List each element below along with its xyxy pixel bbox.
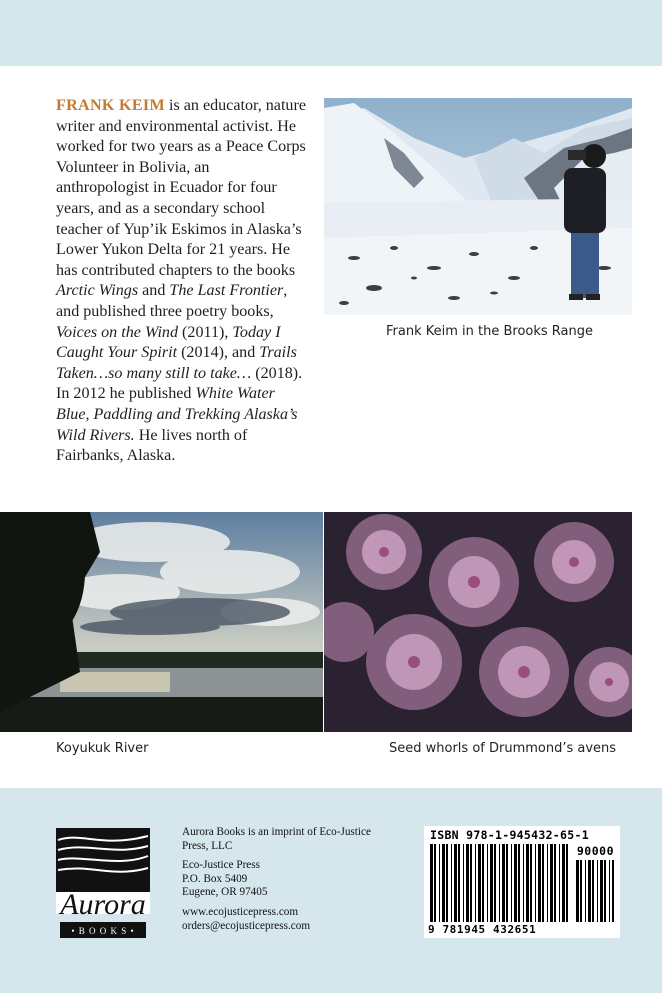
author-name: FRANK KEIM (56, 97, 165, 114)
barcode-bar (604, 860, 606, 922)
barcode-bar (506, 844, 508, 922)
book-title: White Water Blue, Paddling and Trekking Alaska’s Wild Rivers. (56, 385, 298, 444)
koyukuk-river-photo (0, 512, 323, 732)
website-link[interactable]: www.ecojusticepress.com (182, 905, 299, 918)
barcode-bar (458, 844, 460, 922)
barcode-bar (550, 844, 553, 922)
bio-text: , and published three poetry books, (56, 282, 288, 320)
barcode-bar (592, 860, 594, 922)
barcode-bar (463, 844, 464, 922)
avens-photo (324, 512, 632, 732)
brooks-range-caption: Frank Keim in the Brooks Range (386, 324, 593, 339)
bio-text: (2011), (178, 323, 233, 341)
bio-text: is an educator, nature writer and environmental activist. He worked for two years as a Peace Corps Volunteer in Bolivia, an anthropologist in Ecuador for four years, and as a secondary school teacher of Yup’ik Eskimos in Alaska’s Lower Yukon Delta for 21 years. He has contributed chapters to the books (56, 97, 306, 279)
barcode-bar (430, 844, 433, 922)
barcode-bar (535, 844, 536, 922)
barcode-bar (562, 844, 565, 922)
logo-books-text: • B O O K S • (71, 926, 135, 936)
email-link[interactable]: orders@ecojusticepress.com (182, 919, 311, 932)
barcode-bar (576, 860, 579, 922)
barcode-bar (597, 860, 598, 922)
isbn-label: ISBN 978-1-945432-65-1 (430, 828, 589, 842)
address-box: P.O. Box 5409 (182, 872, 248, 885)
barcode-digits: 9 781945 432651 (428, 923, 537, 936)
barcode-bar (502, 844, 505, 922)
book-title: Today I Caught Your Spirit (56, 323, 281, 362)
barcode-bar (442, 844, 445, 922)
barcode-bar (466, 844, 469, 922)
imprint-line: Aurora Books is an imprint of Eco-Justice Press, LLC (182, 826, 371, 852)
barcode-bar (538, 844, 541, 922)
book-title: Trails Taken…so many still to take… (56, 344, 297, 382)
address-city: Eugene, OR 97405 (182, 886, 268, 899)
brooks-range-photo (324, 98, 632, 315)
barcode-bar (454, 844, 457, 922)
logo-wordmark: Aurora (60, 888, 146, 921)
barcode-bar (499, 844, 500, 922)
bio-text: (2014), and (177, 344, 260, 362)
barcode-bar (511, 844, 512, 922)
barcode-bar (446, 844, 448, 922)
price-code: 90000 (576, 844, 614, 858)
address-name: Eco-Justice Press (182, 859, 260, 872)
barcode-bar (554, 844, 556, 922)
publisher-info (182, 826, 372, 939)
barcode-bar (439, 844, 440, 922)
barcode-bar (547, 844, 548, 922)
barcode-bar (518, 844, 520, 922)
bio-text: and (138, 282, 170, 300)
avens-caption: Seed whorls of Drummond’s avens (389, 741, 617, 756)
koyukuk-river-caption: Koyukuk River (56, 741, 149, 756)
barcode-bar (530, 844, 532, 922)
book-title: The Last Frontier (169, 282, 284, 300)
top-band (0, 0, 662, 66)
barcode-bar (487, 844, 488, 922)
aurora-books-logo (42, 826, 164, 942)
barcode-bar (494, 844, 496, 922)
barcode-bar (451, 844, 452, 922)
price-barcode-bars (576, 860, 614, 922)
barcode-bar (523, 844, 524, 922)
bio-text: He lives north of Fairbanks, Alaska. (56, 426, 248, 465)
barcode-bar (490, 844, 493, 922)
barcode-bar (434, 844, 436, 922)
barcode-bars (430, 844, 570, 922)
barcode-bar (566, 844, 568, 922)
barcode-bar (478, 844, 481, 922)
barcode-bar (475, 844, 476, 922)
barcode-bar (514, 844, 517, 922)
bio-text: (2018). In 2012 he published (56, 364, 303, 403)
barcode-bar (482, 844, 484, 922)
barcode-bar (580, 860, 582, 922)
barcode-bar (526, 844, 529, 922)
barcode-bar (585, 860, 586, 922)
book-title: Voices on the Wind (56, 323, 179, 341)
barcode-bar (470, 844, 472, 922)
barcode-bar (609, 860, 610, 922)
barcode-bar (559, 844, 560, 922)
barcode-bar (612, 860, 614, 922)
barcode-bar (588, 860, 591, 922)
barcode-bar (542, 844, 544, 922)
barcode-bar (600, 860, 603, 922)
isbn-barcode (424, 826, 620, 938)
author-bio (56, 96, 306, 467)
book-title: Arctic Wings (56, 282, 139, 300)
